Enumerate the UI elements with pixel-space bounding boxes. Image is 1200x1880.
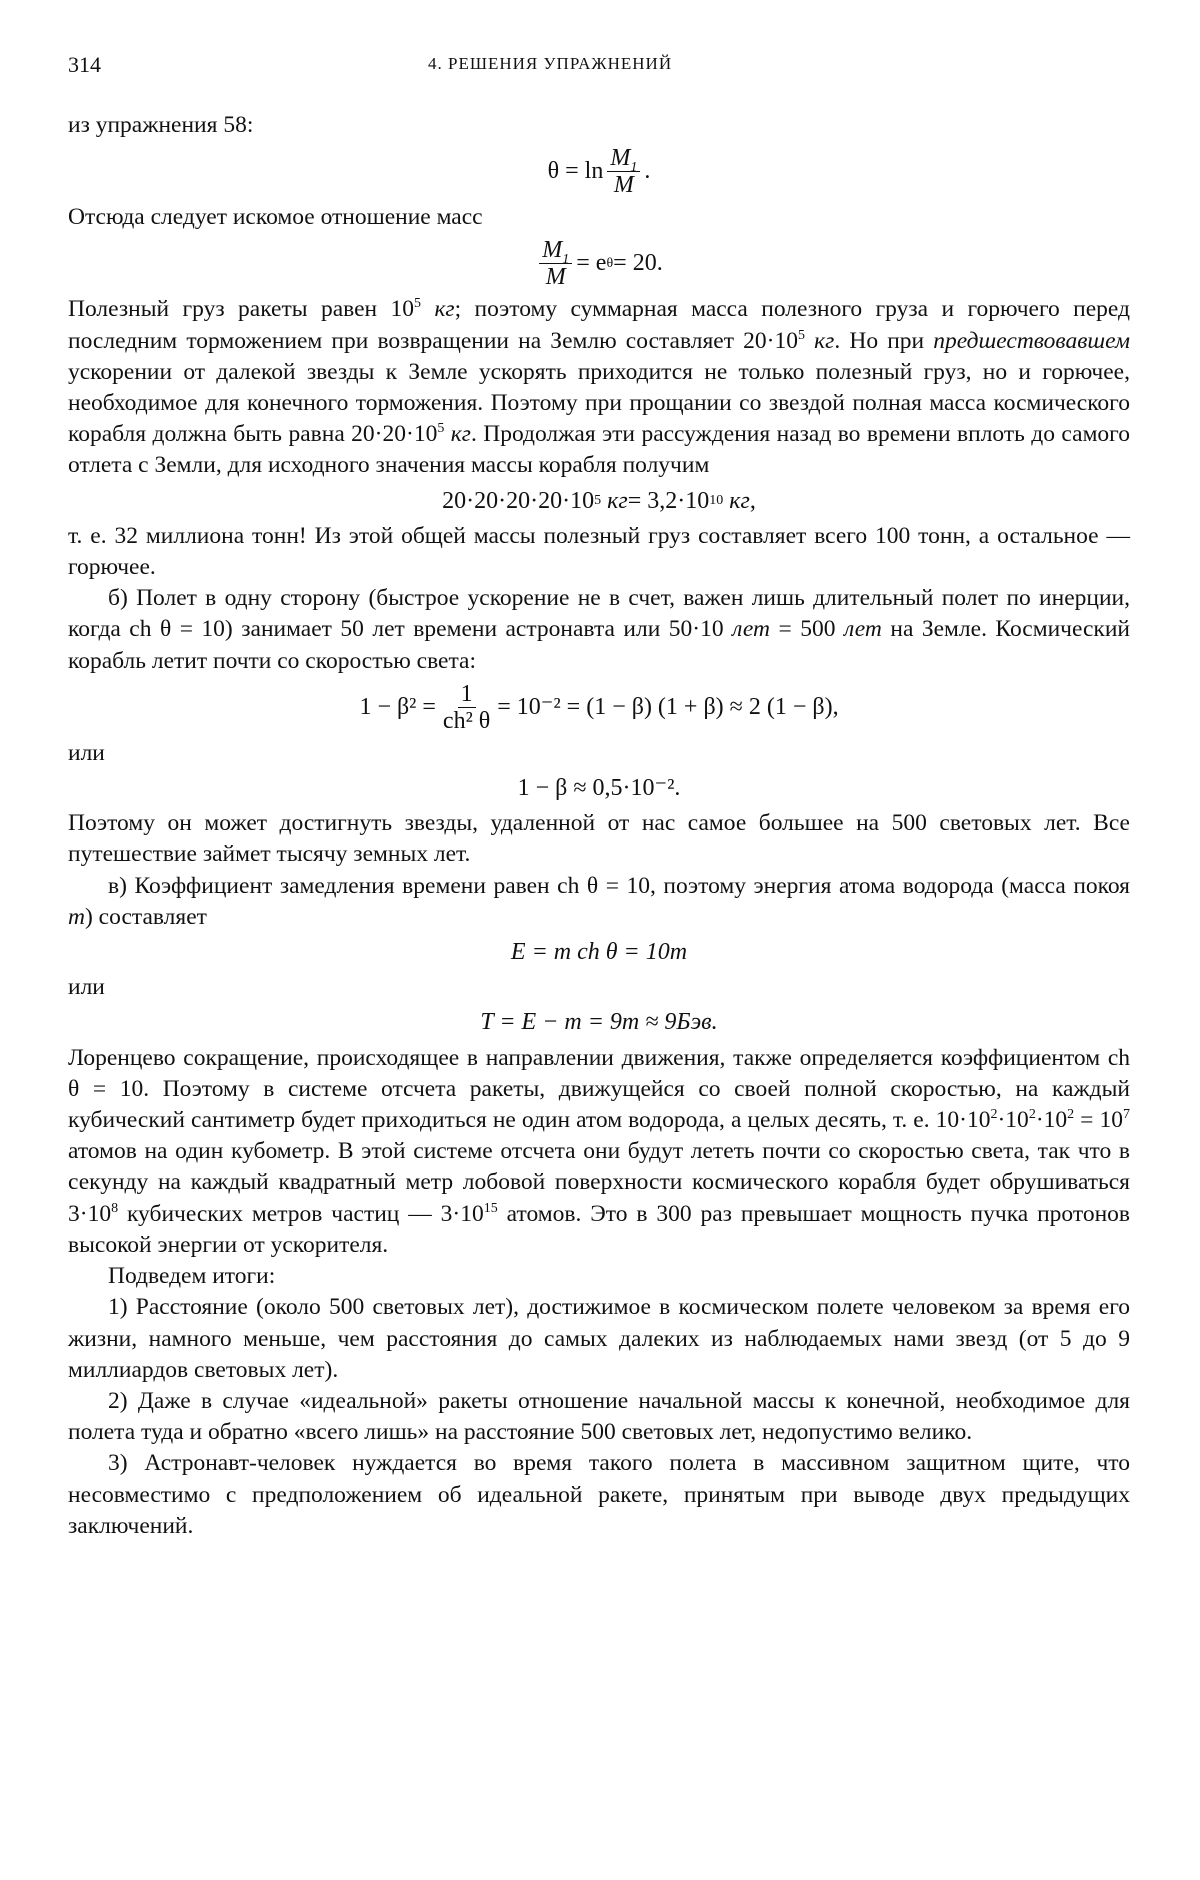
fraction-numerator: M	[610, 145, 631, 172]
paragraph: в) Коэффициент замедления времени равен ch θ = 10, поэтому энергия атома водорода (масса покоя m) составляет	[68, 872, 1130, 930]
fraction	[539, 237, 572, 290]
paragraph: т. е. 32 миллиона тонн! Из этой общей массы полезный груз составляет всего 100 тонн, а остальное — горючее.	[68, 522, 1130, 581]
page-body	[68, 110, 1130, 1542]
summary-item: 1) Расстояние (около 500 световых лет), достижимое в космическом полете человеком за время его жизни, намного меньше, чем расстояния до самых далеких из наблюдаемых нами звезд (от 5 до 9 миллиардов световых лет).	[68, 1294, 1130, 1383]
fraction: $\frac{1}{\text{ch² θ}}$	[442, 680, 491, 734]
paragraph: Полезный груз ракеты равен $10^5$ кг; поэтому суммарная масса полезного груза и горючего перед последним торможением при возвращении на Землю составляет $20\cdot 10^5$ кг. Но при предшествовавшем ускорении от далекой звезды к Земле ускорять приходится не только полезный груз, но и горючее, необходимое для конечного торможения. Поэтому при прощании со звездой полная масса космического корабля должна быть равна $20\cdot 20\cdot 10^5$ кг. Продолжая эти рассуждения назад во времени вплоть до самого отлета с Земли, для исходного значения массы корабля получим	[68, 296, 1131, 479]
equation-beta: 1 − β² = $\frac{1}{\text{ch² θ}}$ = 10⁻² = (1 − β) (1 + β) ≈ 2 (1 − β),	[359, 680, 839, 734]
summary-intro: Подведем итоги:	[108, 1263, 276, 1290]
page-number: 314	[68, 52, 101, 77]
summary-item: 2) Даже в случае «идеальной» ракеты отношение начальной массы к конечной, необходимое для полета туда и обратно «всего лишь» на расстояние 500 световых лет, недопустимо велико.	[68, 1387, 1130, 1446]
numerator-subscript: 1	[630, 160, 638, 175]
summary-list	[68, 1292, 1130, 1542]
equation-beta-approx: 1 − β ≈ 0,5·10⁻².	[517, 775, 681, 802]
equation-rhs: = e	[576, 250, 607, 277]
paragraph: Поэтому он может достигнуть звезды, удаленной от нас самое большее на 500 световых лет. Все путешествие займет тысячу земных лет.	[68, 810, 1130, 868]
paragraph: б) Полет в одну сторону (быстрое ускорение не в счет, важен лишь длительный полет по инерции, когда ch θ = 10) занимает 50 лет времени астронавта или 50·10 лет = 500 лет на Земле. Космический корабль летит почти со скоростью света:	[68, 585, 1130, 674]
equation-lhs: θ = ln	[547, 158, 604, 185]
fraction-denominator: M	[613, 172, 634, 199]
fraction-denominator: M	[545, 264, 566, 291]
fraction-numerator: M	[542, 237, 563, 264]
equation-rhs-value: = 20.	[613, 250, 663, 277]
page-header	[68, 52, 1130, 86]
equation-energy: E = m ch θ = 10m	[510, 939, 688, 966]
running-title: 4. РЕШЕНИЯ УПРАЖНЕНИЙ	[428, 54, 673, 73]
word-or: или	[68, 739, 105, 766]
paragraph: Лоренцево сокращение, происходящее в направлении движения, также определяется коэффициентом ch θ = 10. Поэтому в системе отсчета ракеты, движущейся со своей полной скоростью, на каждый кубический сантиметр будет приходиться не один атом водорода, а целых десять, т. е. $10\cdot 10^2\cdot 10^2\cdot 10^2 = 10^7$ атомов на один кубометр. В этой системе отсчета они будут лететь почти со скоростью света, так что в секунду на каждый квадратный метр лобовой поверхности космического корабля будет обрушиваться $3\cdot 10^8$ кубических метров частиц — $3\cdot 10^{15}$ атомов. Это в 300 раз превышает мощность пучка протонов высокой энергии от ускорителя.	[68, 1044, 1130, 1258]
summary-item: 3) Астронавт-человек нуждается во время такого полета в массивном защитном щите, что несовместимо с предположением об идеальной ракете, принятым при выводе двух предыдущих заключений.	[68, 1450, 1130, 1539]
fraction	[607, 145, 640, 198]
equation-total-mass: 20·20·20·20·10 5 кг = 3,2·10 10 кг ,	[442, 487, 756, 514]
paragraph: Отсюда следует искомое отношение масс	[68, 204, 483, 231]
word-or: или	[68, 974, 105, 1001]
equation-mass-ratio: $\frac{M_1}{M}$ = e θ = 20.	[68, 237, 1130, 290]
equation-tail: .	[644, 158, 651, 185]
equation-theta	[68, 145, 1130, 198]
paragraph: из упражнения 58:	[68, 112, 254, 138]
numerator-subscript: 1	[562, 252, 570, 268]
equation-kinetic-energy: T = E − m = 9m ≈ 9 Бэв.	[480, 1009, 718, 1036]
